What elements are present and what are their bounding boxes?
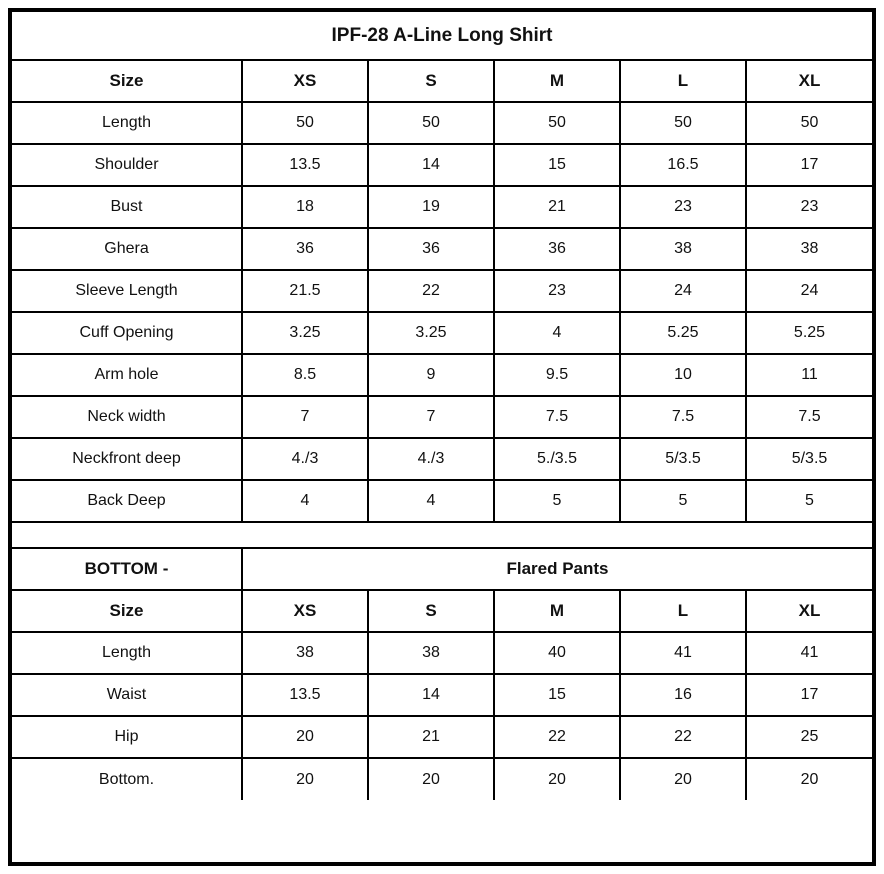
table-row — [12, 102, 872, 144]
measurement-value: 9 — [368, 354, 494, 396]
table-row — [12, 186, 872, 228]
measurement-value: 4 — [368, 480, 494, 522]
table-row — [12, 396, 872, 438]
measurement-value: 11 — [746, 354, 872, 396]
size-header-s: S — [368, 590, 494, 632]
measurement-value: 22 — [620, 716, 746, 758]
measurement-value: 24 — [620, 270, 746, 312]
bottom-section-label: BOTTOM - — [12, 548, 242, 590]
measurement-value: 41 — [620, 632, 746, 674]
measurement-value: 36 — [368, 228, 494, 270]
measurement-value: 9.5 — [494, 354, 620, 396]
measurement-label: Ghera — [12, 228, 242, 270]
size-header-xl: XL — [746, 590, 872, 632]
measurement-value: 36 — [494, 228, 620, 270]
size-chart-frame — [8, 8, 876, 866]
measurement-label: Length — [12, 102, 242, 144]
size-header-m: M — [494, 590, 620, 632]
measurement-value: 21.5 — [242, 270, 368, 312]
measurement-value: 50 — [368, 102, 494, 144]
measurement-value: 14 — [368, 674, 494, 716]
title-row — [12, 12, 872, 60]
measurement-label: Neckfront deep — [12, 438, 242, 480]
measurement-value: 22 — [494, 716, 620, 758]
measurement-value: 38 — [242, 632, 368, 674]
size-header-xs: XS — [242, 60, 368, 102]
chart-title: IPF-28 A-Line Long Shirt — [12, 12, 872, 60]
measurement-value: 36 — [242, 228, 368, 270]
bottom-section-title: Flared Pants — [242, 548, 872, 590]
measurement-label: Back Deep — [12, 480, 242, 522]
measurement-value: 4./3 — [242, 438, 368, 480]
measurement-label: Neck width — [12, 396, 242, 438]
measurement-value: 40 — [494, 632, 620, 674]
measurement-value: 20 — [494, 758, 620, 800]
measurement-value: 17 — [746, 144, 872, 186]
measurement-value: 16.5 — [620, 144, 746, 186]
measurement-value: 5.25 — [620, 312, 746, 354]
measurement-value: 50 — [746, 102, 872, 144]
measurement-value: 7.5 — [746, 396, 872, 438]
measurement-value: 8.5 — [242, 354, 368, 396]
measurement-value: 10 — [620, 354, 746, 396]
spacer-cell — [12, 522, 872, 548]
measurement-value: 20 — [368, 758, 494, 800]
measurement-value: 4 — [242, 480, 368, 522]
table-row — [12, 632, 872, 674]
measurement-value: 7 — [242, 396, 368, 438]
measurement-label: Length — [12, 632, 242, 674]
measurement-value: 20 — [620, 758, 746, 800]
measurement-value: 13.5 — [242, 674, 368, 716]
measurement-value: 4 — [494, 312, 620, 354]
measurement-label: Hip — [12, 716, 242, 758]
bottom-section-row — [12, 548, 872, 590]
size-header-label: Size — [12, 590, 242, 632]
measurement-value: 41 — [746, 632, 872, 674]
measurement-label: Bottom. — [12, 758, 242, 800]
measurement-value: 20 — [746, 758, 872, 800]
measurement-value: 5 — [620, 480, 746, 522]
measurement-value: 23 — [494, 270, 620, 312]
measurement-value: 5./3.5 — [494, 438, 620, 480]
measurement-value: 50 — [242, 102, 368, 144]
measurement-value: 3.25 — [368, 312, 494, 354]
measurement-value: 25 — [746, 716, 872, 758]
measurement-value: 20 — [242, 758, 368, 800]
size-header-xs: XS — [242, 590, 368, 632]
measurement-value: 15 — [494, 674, 620, 716]
measurement-value: 23 — [620, 186, 746, 228]
measurement-value: 17 — [746, 674, 872, 716]
table-row — [12, 354, 872, 396]
measurement-value: 14 — [368, 144, 494, 186]
measurement-value: 13.5 — [242, 144, 368, 186]
measurement-value: 50 — [620, 102, 746, 144]
measurement-value: 50 — [494, 102, 620, 144]
measurement-value: 5/3.5 — [746, 438, 872, 480]
measurement-value: 23 — [746, 186, 872, 228]
measurement-value: 38 — [746, 228, 872, 270]
measurement-label: Bust — [12, 186, 242, 228]
table-row — [12, 144, 872, 186]
size-header-m: M — [494, 60, 620, 102]
measurement-value: 38 — [620, 228, 746, 270]
measurement-value: 15 — [494, 144, 620, 186]
measurement-value: 4./3 — [368, 438, 494, 480]
size-header-l: L — [620, 60, 746, 102]
measurement-value: 5 — [746, 480, 872, 522]
measurement-label: Shoulder — [12, 144, 242, 186]
measurement-label: Waist — [12, 674, 242, 716]
measurement-value: 18 — [242, 186, 368, 228]
measurement-value: 3.25 — [242, 312, 368, 354]
measurement-value: 21 — [494, 186, 620, 228]
table-row — [12, 438, 872, 480]
size-header-l: L — [620, 590, 746, 632]
measurement-value: 5.25 — [746, 312, 872, 354]
measurement-label: Cuff Opening — [12, 312, 242, 354]
measurement-value: 22 — [368, 270, 494, 312]
size-header-s: S — [368, 60, 494, 102]
size-header-label: Size — [12, 60, 242, 102]
measurement-value: 20 — [242, 716, 368, 758]
measurement-value: 19 — [368, 186, 494, 228]
measurement-label: Arm hole — [12, 354, 242, 396]
top-size-header-row — [12, 60, 872, 102]
size-header-xl: XL — [746, 60, 872, 102]
measurement-label: Sleeve Length — [12, 270, 242, 312]
measurement-value: 38 — [368, 632, 494, 674]
table-row — [12, 674, 872, 716]
spacer-row — [12, 522, 872, 548]
measurement-value: 7 — [368, 396, 494, 438]
measurement-value: 5 — [494, 480, 620, 522]
table-row — [12, 270, 872, 312]
table-row — [12, 480, 872, 522]
bottom-size-header-row — [12, 590, 872, 632]
measurement-value: 5/3.5 — [620, 438, 746, 480]
table-row — [12, 228, 872, 270]
table-row — [12, 758, 872, 800]
measurement-value: 7.5 — [620, 396, 746, 438]
measurement-value: 7.5 — [494, 396, 620, 438]
measurement-value: 21 — [368, 716, 494, 758]
table-row — [12, 716, 872, 758]
table-row — [12, 312, 872, 354]
measurement-value: 24 — [746, 270, 872, 312]
measurement-value: 16 — [620, 674, 746, 716]
size-chart-table — [12, 12, 872, 800]
